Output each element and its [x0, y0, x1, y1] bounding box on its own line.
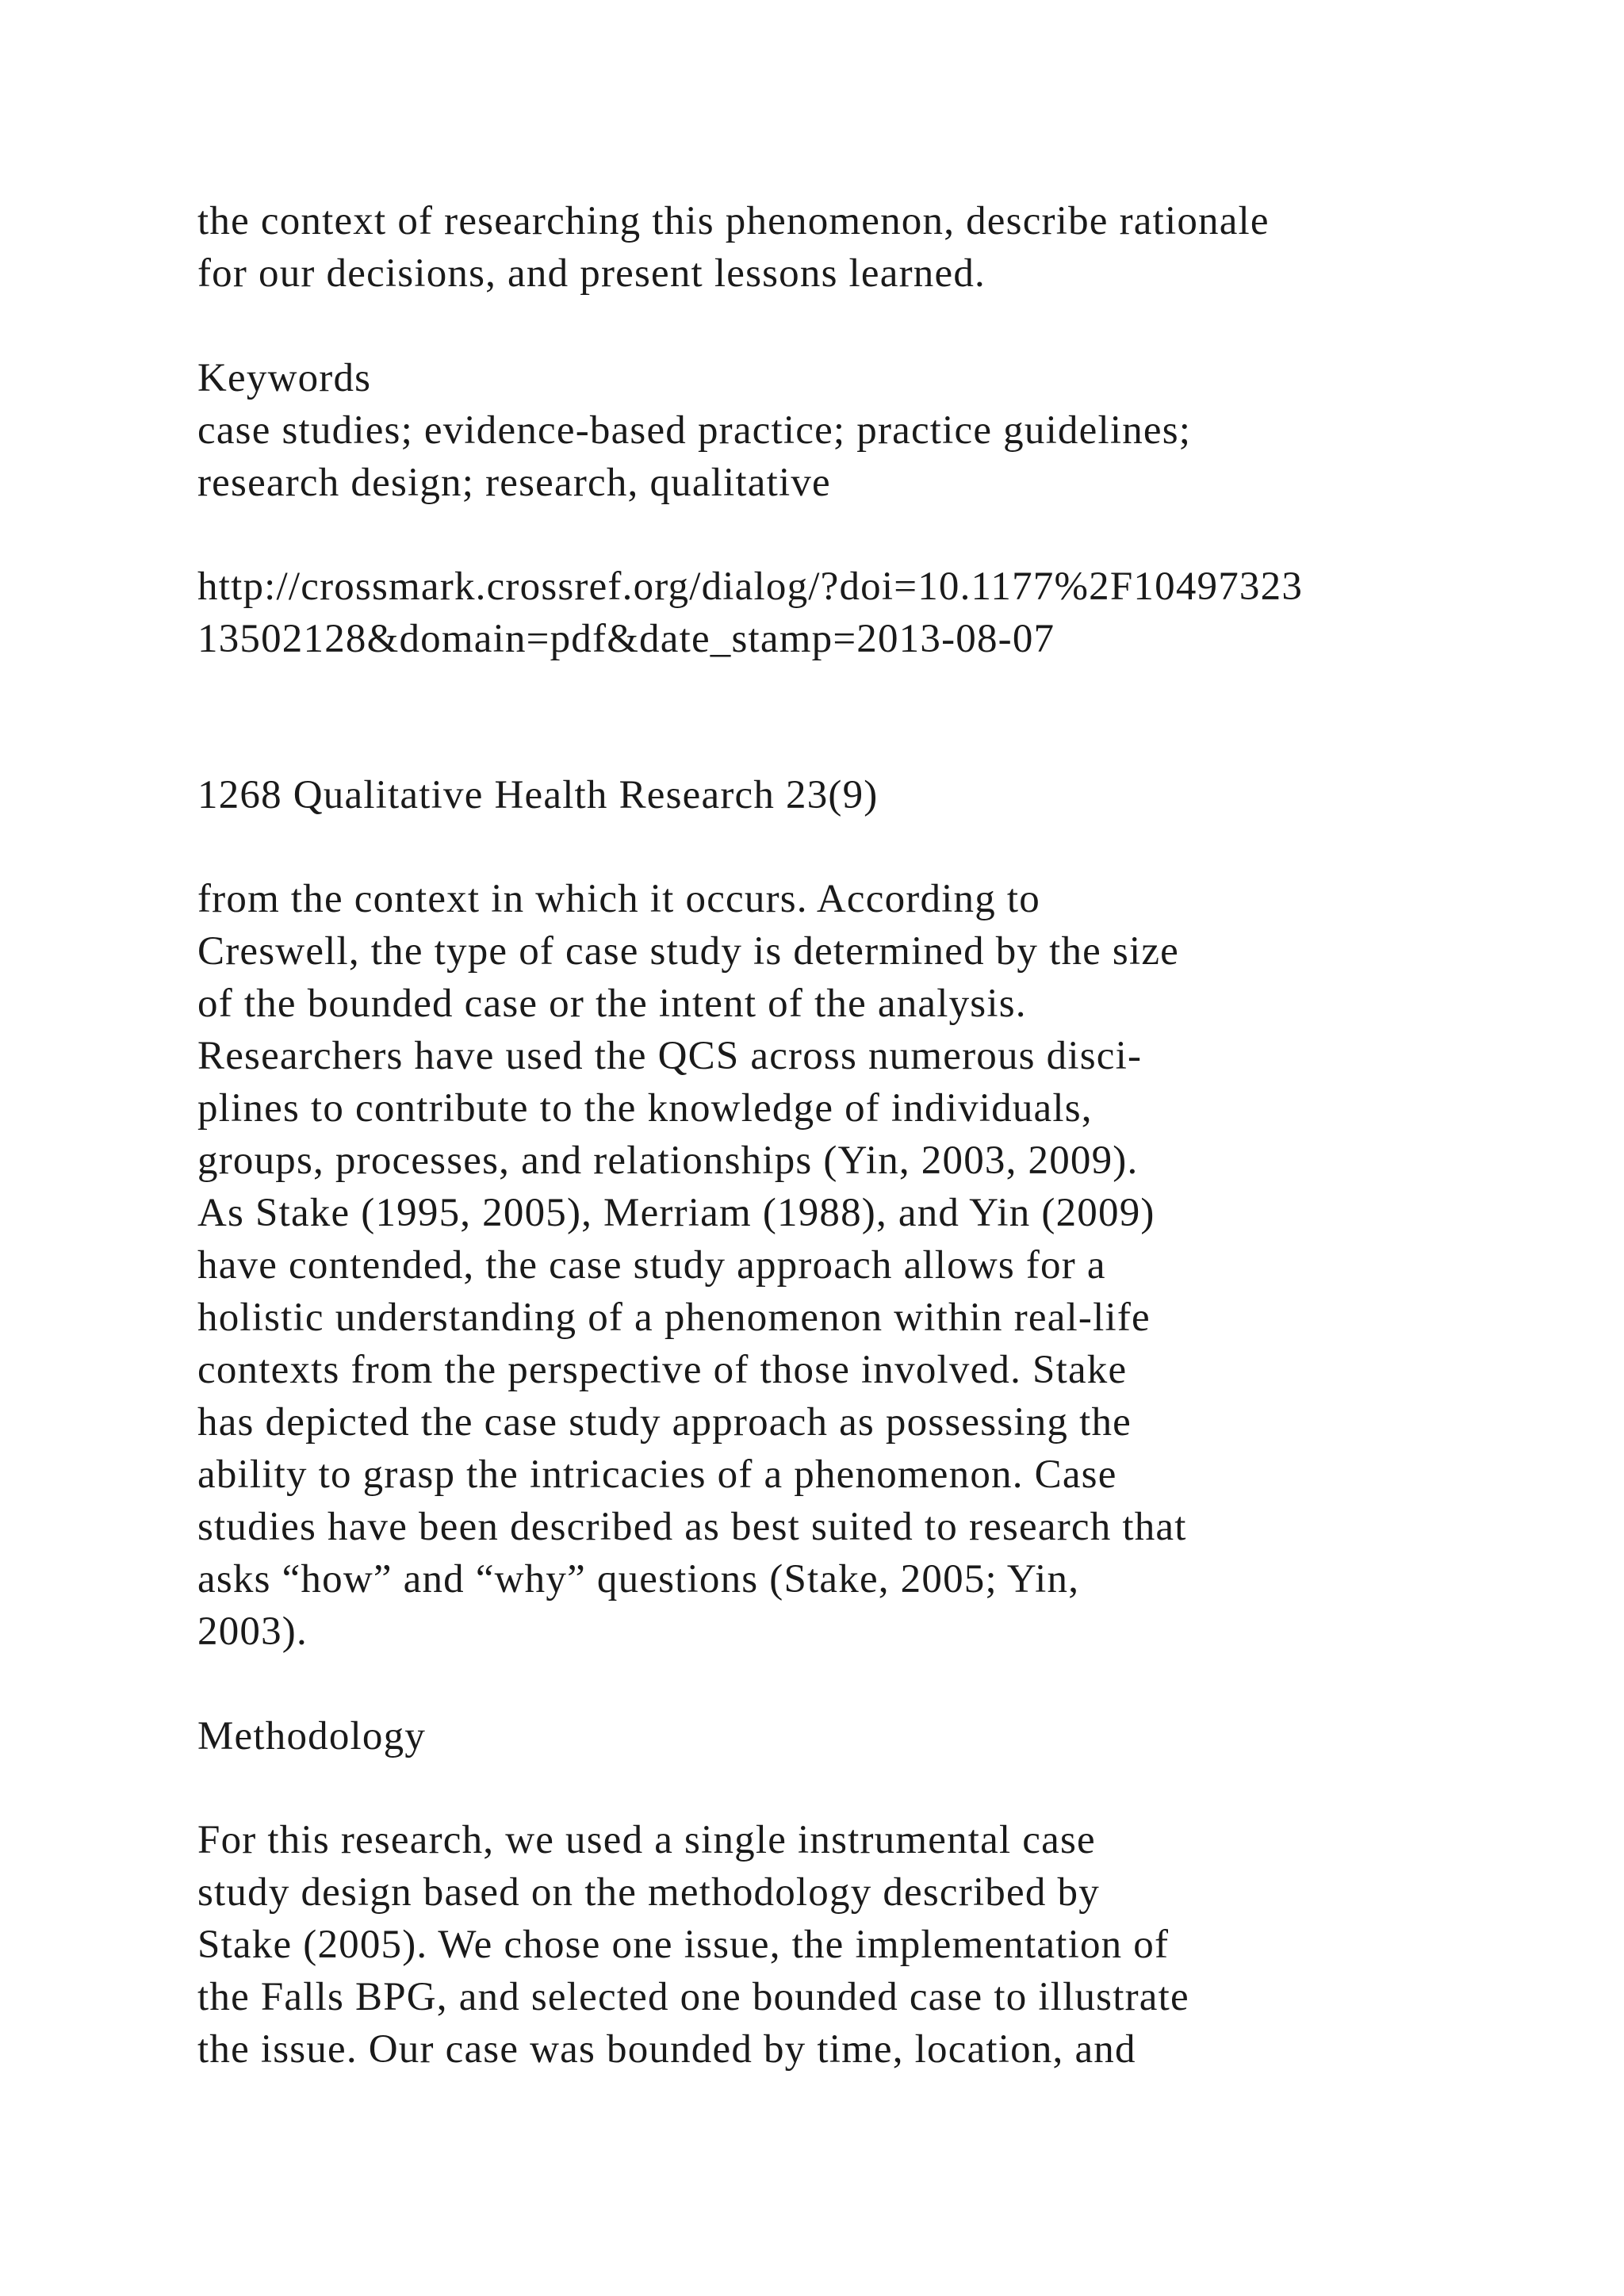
body-line: plines to contribute to the knowledge of individuals, — [197, 1086, 1093, 1131]
body-line: ability to grasp the intricacies of a phenomenon. Case — [197, 1452, 1117, 1497]
running-head — [197, 769, 1609, 821]
body-paragraph — [197, 873, 1609, 1658]
body-line: from the context in which it occurs. According to — [197, 877, 1040, 921]
body-line: groups, processes, and relationships (Yin, 2003, 2009). — [197, 1138, 1139, 1183]
crossmark-url — [197, 561, 1609, 665]
intro-line: for our decisions, and present lessons learned. — [197, 251, 986, 296]
body-line: holistic understanding of a phenomenon within real-life — [197, 1295, 1151, 1340]
methodology-line: the issue. Our case was bounded by time, location, and — [197, 2027, 1136, 2072]
methodology-line: the Falls BPG, and selected one bounded case to illustrate — [197, 1975, 1189, 2019]
intro-paragraph — [197, 195, 1609, 300]
body-line: contexts from the perspective of those involved. Stake — [197, 1348, 1128, 1392]
methodology-line: For this research, we used a single instrumental case — [197, 1818, 1096, 1862]
body-line: Creswell, the type of case study is determined by the size — [197, 929, 1180, 974]
running-head-text: 1268 Qualitative Health Research 23(9) — [197, 773, 879, 817]
body-line: asks “how” and “why” questions (Stake, 2005; Yin, — [197, 1557, 1080, 1601]
section-heading-methodology — [197, 1710, 1609, 1762]
methodology-paragraph — [197, 1814, 1609, 2076]
body-line: have contended, the case study approach allows for a — [197, 1243, 1106, 1288]
url-line: 13502128&domain=pdf&date_stamp=2013-08-07 — [197, 617, 1055, 661]
keywords-line: research design; research, qualitative — [197, 461, 831, 505]
body-line: As Stake (1995, 2005), Merriam (1988), and Yin (2009) — [197, 1191, 1155, 1235]
keywords-line: case studies; evidence-based practice; practice guidelines; — [197, 408, 1192, 453]
body-line: 2003). — [197, 1609, 308, 1654]
body-line: of the bounded case or the intent of the analysis. — [197, 982, 1027, 1026]
intro-line: the context of researching this phenomenon, describe rationale — [197, 199, 1270, 243]
methodology-heading: Methodology — [197, 1714, 427, 1758]
url-line: http://crossmark.crossref.org/dialog/?doi=10.1177%2F10497323 — [197, 564, 1304, 609]
methodology-line: Stake (2005). We chose one issue, the implementation of — [197, 1923, 1170, 1967]
body-line: studies have been described as best suited to research that — [197, 1505, 1187, 1549]
keywords-section — [197, 352, 1609, 509]
methodology-line: study design based on the methodology described by — [197, 1870, 1100, 1915]
keywords-heading: Keywords — [197, 356, 372, 400]
body-line: has depicted the case study approach as possessing the — [197, 1400, 1132, 1445]
body-line: Researchers have used the QCS across numerous disci- — [197, 1034, 1143, 1078]
